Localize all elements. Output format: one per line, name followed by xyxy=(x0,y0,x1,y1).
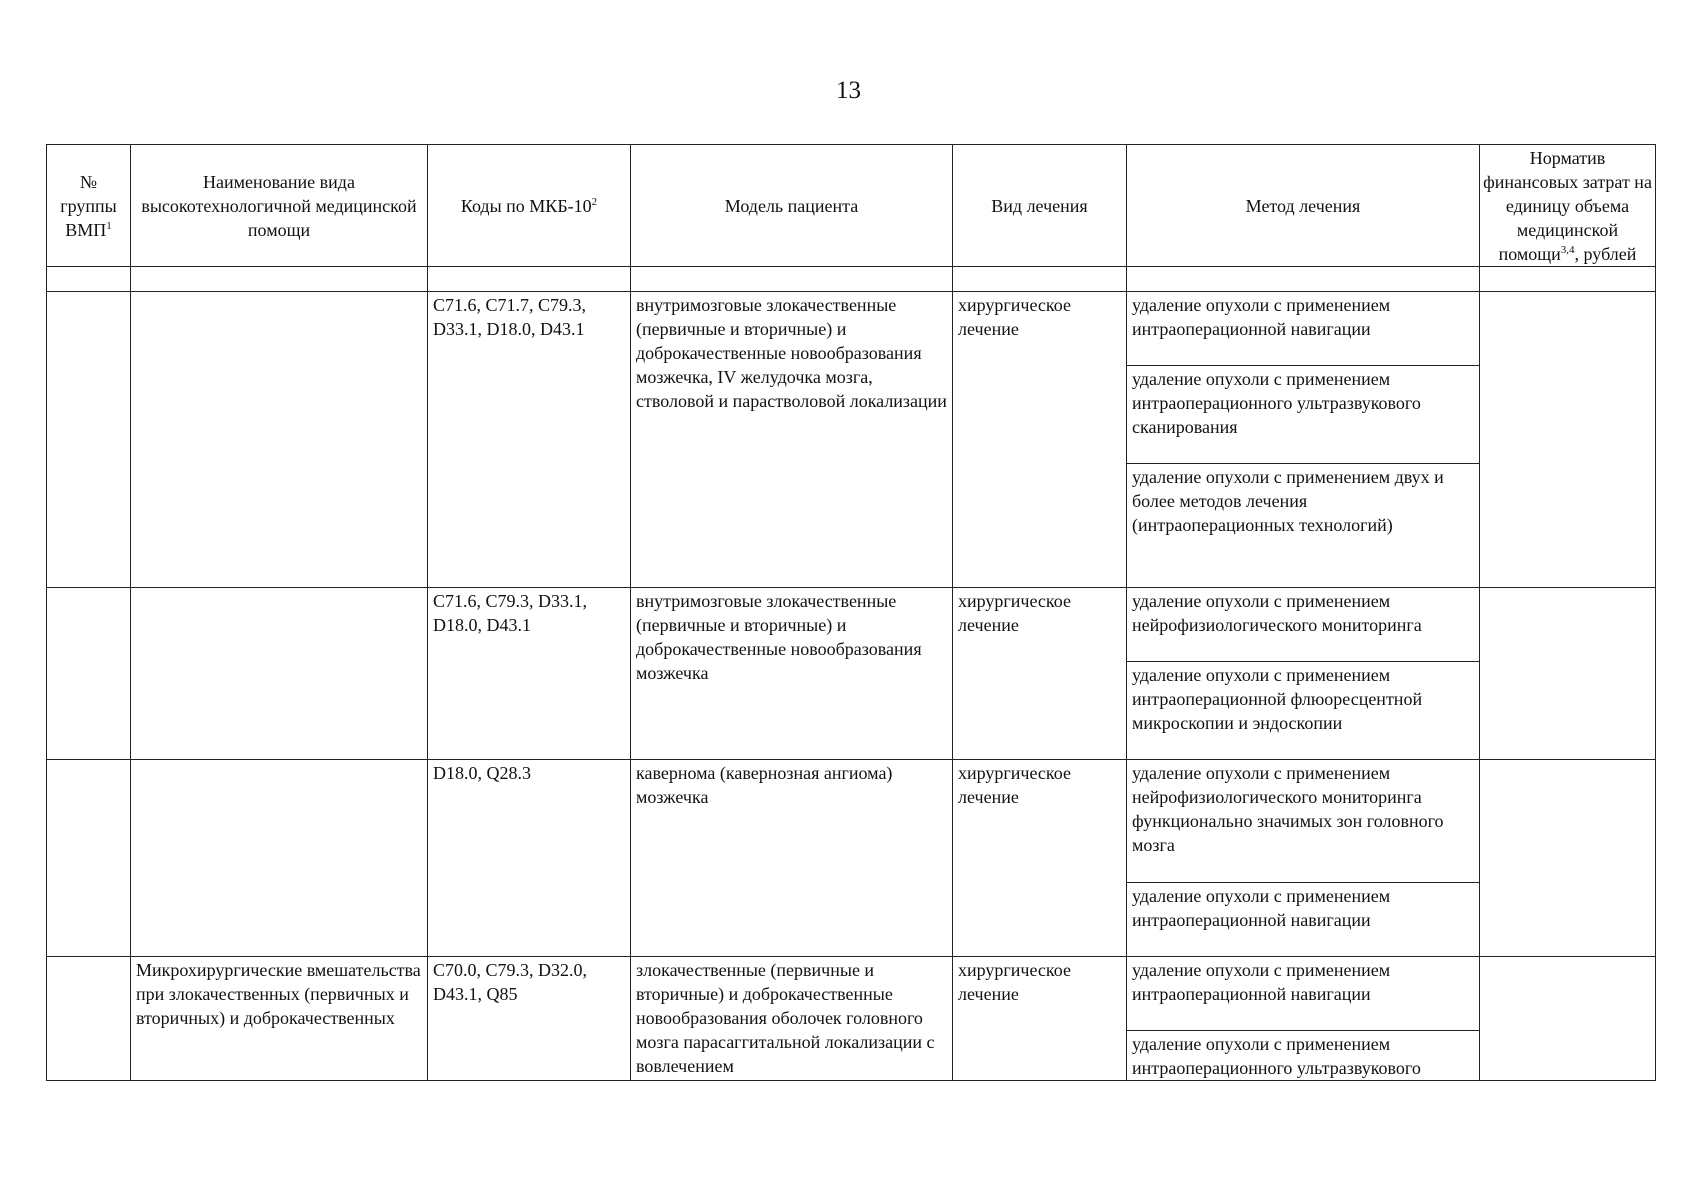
table-row xyxy=(47,588,1656,760)
cell-group-no xyxy=(47,588,131,760)
cell-norm xyxy=(1480,588,1656,760)
cell-norm xyxy=(1480,760,1656,957)
cell-name xyxy=(131,292,428,588)
method-item: удаление опухоли с применением интраоперационной флюоресцентной микроскопии и эндоскопии xyxy=(1132,665,1423,733)
table-row xyxy=(47,760,1656,957)
cell-patient-model: внутримозговые злокачественные (первичные и вторичные) и доброкачественные новообразования мозжечка xyxy=(631,588,953,760)
cell-patient-model: злокачественные (первичные и вторичные) и доброкачественные новообразования оболочек головного мозга парасаггитальной локализации с вовлечением xyxy=(631,957,953,1081)
cell-codes: C70.0, C79.3, D32.0, D43.1, Q85 xyxy=(428,957,631,1081)
cell-codes: C71.6, C79.3, D33.1, D18.0, D43.1 xyxy=(428,588,631,760)
table-header-spacer xyxy=(47,267,1656,292)
header-norm: Норматив финансовых затрат на единицу объема медицинской помощи$^{3,4}$, рублей xyxy=(1480,145,1656,267)
header-treatment-type: Вид лечения xyxy=(953,145,1127,267)
method-item: удаление опухоли с применением интраоперационного ультразвукового сканирования xyxy=(1127,366,1479,464)
cell-methods xyxy=(1127,957,1480,1081)
method-item: удаление опухоли с применением нейрофизиологического мониторинга функционально значимых зон головного мозга xyxy=(1127,760,1479,883)
cell-codes: D18.0, Q28.3 xyxy=(428,760,631,957)
cell-norm xyxy=(1480,957,1656,1081)
method-item: удаление опухоли с применением интраоперационной навигации xyxy=(1132,886,1391,930)
cell-patient-model: кавернома (кавернозная ангиома) мозжечка xyxy=(631,760,953,957)
cell-name xyxy=(131,760,428,957)
cell-methods xyxy=(1127,760,1480,957)
cell-group-no xyxy=(47,957,131,1081)
header-name: Наименование вида высокотехнологичной медицинской помощи xyxy=(131,145,428,267)
cell-group-no xyxy=(47,760,131,957)
cell-treatment-type: хирургическое лечение xyxy=(953,292,1127,588)
page-number: 13 xyxy=(836,77,861,104)
table-row xyxy=(47,292,1656,588)
cell-name xyxy=(131,588,428,760)
method-item: удаление опухоли с применением нейрофизиологического мониторинга xyxy=(1127,588,1479,662)
header-method: Метод лечения xyxy=(1127,145,1480,267)
cell-treatment-type: хирургическое лечение xyxy=(953,957,1127,1081)
cell-group-no xyxy=(47,292,131,588)
vmp-table xyxy=(46,144,1656,1081)
cell-name: Микрохирургические вмешательства при злокачественных (первичных и вторичных) и доброкачественных xyxy=(131,957,428,1081)
header-group-no: № группы ВМП$^1$ xyxy=(47,145,131,267)
cell-treatment-type: хирургическое лечение xyxy=(953,760,1127,957)
method-item: удаление опухоли с применением двух и более методов лечения (интраоперационных технологий) xyxy=(1132,467,1444,535)
method-item: удаление опухоли с применением интраоперационного ультразвукового xyxy=(1132,1034,1421,1078)
table-row xyxy=(47,957,1656,1081)
cell-treatment-type: хирургическое лечение xyxy=(953,588,1127,760)
cell-norm xyxy=(1480,292,1656,588)
table-header xyxy=(47,145,1656,267)
method-item: удаление опухоли с применением интраоперационной навигации xyxy=(1127,292,1479,366)
method-item: удаление опухоли с применением интраоперационной навигации xyxy=(1127,957,1479,1031)
cell-patient-model: внутримозговые злокачественные (первичные и вторичные) и доброкачественные новообразования мозжечка, IV желудочка мозга, стволовой и парастволовой локализации xyxy=(631,292,953,588)
cell-methods xyxy=(1127,588,1480,760)
cell-methods xyxy=(1127,292,1480,588)
header-codes: Коды по МКБ-$10^2$ xyxy=(428,145,631,267)
cell-codes: C71.6, C71.7, C79.3, D33.1, D18.0, D43.1 xyxy=(428,292,631,588)
header-patient-model: Модель пациента xyxy=(631,145,953,267)
